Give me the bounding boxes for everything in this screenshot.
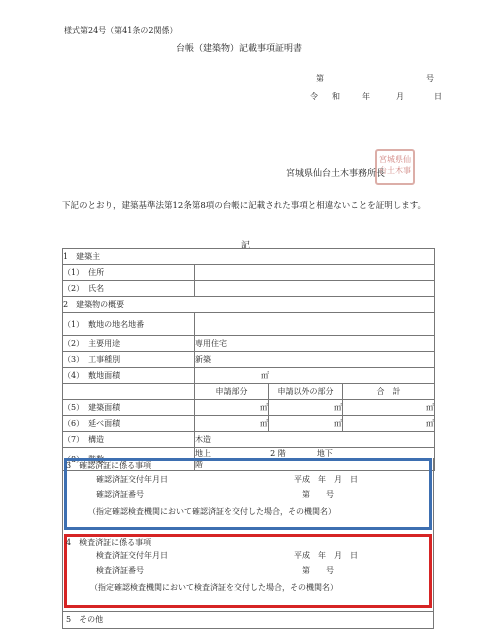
number-suffix: 号 [426,74,434,83]
col-apply: 申請部分 [195,384,269,400]
use-value: 専用住宅 [195,336,435,352]
details-table [62,248,435,471]
document-title: 台帳（建築物）記載事項証明書 [176,44,303,54]
section-2-title: 2 建築物の概要 [63,297,435,313]
section-5-divider [62,611,434,612]
floors-above-label: 地上 [195,449,211,458]
date-era-1: 令 [310,92,318,101]
building-area-apply: ㎡ [195,400,269,416]
site-area-unit: ㎡ [261,371,269,380]
certification-statement: 下記のとおり，建築基準法第12条第8項の台帳に記載された事項と相違ないことを証明します。 [62,201,427,211]
certificate-number-line [316,73,434,84]
floors-below-label: 地下 [316,449,333,458]
certificate-date-line [310,91,456,102]
right-border [433,458,434,628]
date-day: 日 [434,92,442,101]
section-5-title: 5 その他 [66,615,104,624]
confirm-number-label: 確認済証番号 [96,490,144,499]
inspection-number-label: 検査済証番号 [96,566,144,575]
address-value [195,265,435,281]
name-value [195,281,435,297]
confirm-date-label: 確認済証交付年月日 [96,475,168,484]
structure-label: （7） 構造 [63,432,195,448]
area-header-blank [63,384,195,400]
official-seal: 宮城県仙 台土木事 [375,149,415,185]
building-area-label: （5） 建築面積 [63,400,195,416]
address-label: （1） 住所 [63,265,195,281]
section-1-title: 1 建築主 [63,249,435,265]
floor-area-other: ㎡ [269,416,343,432]
site-area-label: （4） 敷地面積 [63,368,195,384]
confirm-date-value: 平成 年 月 日 [294,475,358,484]
floors-below-kai: 階 [195,460,203,469]
bottom-border [62,628,434,629]
name-label: （2） 氏名 [63,281,195,297]
floors-label: （8） 階数 [63,448,195,471]
floor-area-total: ㎡ [343,416,435,432]
work-value: 新築 [195,352,435,368]
ki-heading: 記 [241,241,251,251]
site-label: （1） 敷地の地名地番 [63,313,195,336]
work-label: （3） 工事種別 [63,352,195,368]
floor-area-label: （6） 延べ面積 [63,416,195,432]
structure-value: 木造 [195,432,435,448]
floor-area-apply: ㎡ [195,416,269,432]
section-4-title: 4 検査済証に係る事項 [66,538,152,547]
date-month: 月 [396,92,404,101]
site-area-value [195,368,435,384]
floors-above-count: 2 階 [270,449,286,458]
form-number-label: 様式第24号（第41条の2関係） [64,26,178,35]
date-era-2: 和 [332,92,340,101]
issuing-office: 宮城県仙台土木事務所長 [286,169,386,179]
inspection-number-value: 第 号 [302,566,334,575]
building-area-total: ㎡ [343,400,435,416]
confirm-number-value: 第 号 [302,490,334,499]
confirm-agency-note: （指定確認検査機関において確認済証を交付した場合，その機関名） [88,507,336,516]
left-border [62,458,63,628]
section-3-title: 3 確認済証に係る事項 [66,461,152,470]
use-label: （2） 主要用途 [63,336,195,352]
building-area-other: ㎡ [269,400,343,416]
site-value [195,313,435,336]
inspection-date-value: 平成 年 月 日 [294,551,358,560]
col-total: 合 計 [343,384,435,400]
inspection-date-label: 検査済証交付年月日 [96,551,168,560]
date-year: 年 [362,92,370,101]
inspection-agency-note: （指定確認検査機関において検査済証を交付した場合，その機関名） [90,583,338,592]
number-prefix: 第 [316,74,324,83]
col-other: 申請以外の部分 [269,384,343,400]
